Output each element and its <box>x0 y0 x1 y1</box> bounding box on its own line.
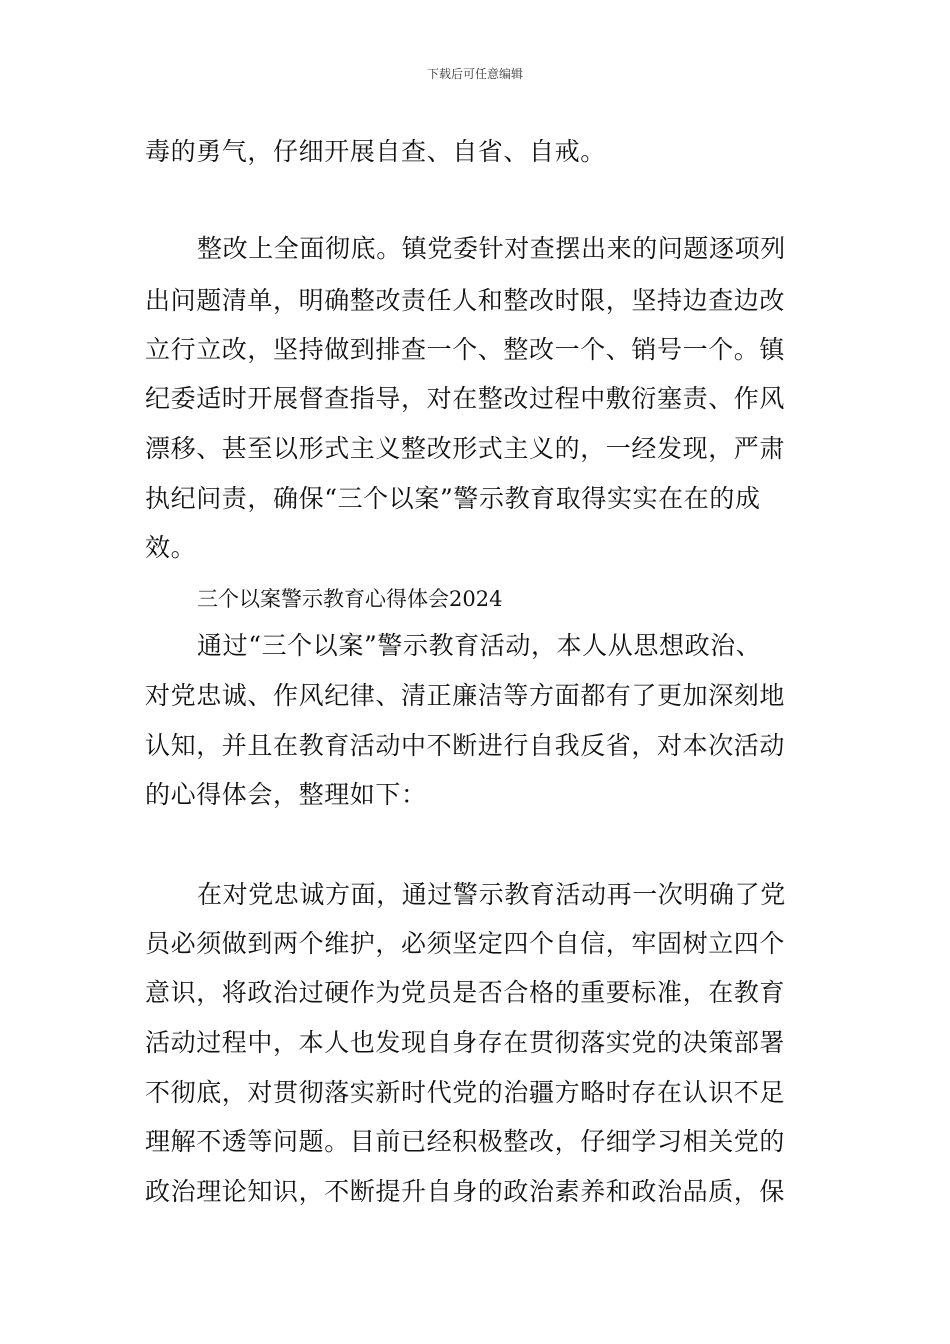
paragraph-4-line-5: 不彻底，对贯彻落实新时代党的治疆方略时存在认识不足 <box>145 1078 786 1107</box>
paragraph-1-line-1: 毒的勇气，仔细开展自查、自省、自戒。 <box>145 137 606 166</box>
paragraph-3-line-4: 的心得体会，整理如下： <box>145 780 427 809</box>
paragraph-2-line-4: 纪委适时开展督查指导，对在整改过程中敷衍塞责、作风 <box>145 384 786 413</box>
paragraph-2-line-5: 漂移、甚至以形式主义整改形式主义的，一经发现，严肃 <box>145 434 786 463</box>
section-subtitle: 三个以案警示教育心得体会2024 <box>197 587 503 611</box>
paragraph-4-line-7: 政治理论知识，不断提升自身的政治素养和政治品质，保 <box>145 1177 786 1206</box>
paragraph-2-line-3: 立行立改，坚持做到排查一个、整改一个、销号一个。镇 <box>145 335 786 364</box>
paragraph-4-line-1: 在对党忠诚方面，通过警示教育活动再一次明确了党 <box>197 880 786 909</box>
paragraph-3-line-1: 通过“三个以案”警示教育活动，本人从思想政治、 <box>197 631 762 660</box>
paragraph-4-line-2: 员必须做到两个维护，必须坚定四个自信，牢固树立四个 <box>145 929 786 958</box>
paragraph-4-line-6: 理解不透等问题。目前已经积极整改，仔细学习相关党的 <box>145 1127 786 1156</box>
paragraph-4-line-4: 活动过程中，本人也发现自身存在贯彻落实党的决策部署 <box>145 1028 786 1057</box>
paragraph-2-line-1: 整改上全面彻底。镇党委针对查摆出来的问题逐项列 <box>197 234 786 263</box>
paragraph-2-line-6: 执纪问责，确保“三个以案”警示教育取得实实在在的成 <box>145 484 761 513</box>
paragraph-2-line-7: 效。 <box>145 533 197 562</box>
paragraph-3-line-2: 对党忠诚、作风纪律、清正廉洁等方面都有了更加深刻地 <box>145 681 786 710</box>
page-header-note: 下载后可任意编辑 <box>426 67 523 81</box>
paragraph-3-line-3: 认知，并且在教育活动中不断进行自我反省，对本次活动 <box>145 731 786 760</box>
paragraph-4-line-3: 意识，将政治过硬作为党员是否合格的重要标准，在教育 <box>145 978 786 1007</box>
paragraph-2-line-2: 出问题清单，明确整改责任人和整改时限，坚持边查边改 <box>145 286 786 315</box>
